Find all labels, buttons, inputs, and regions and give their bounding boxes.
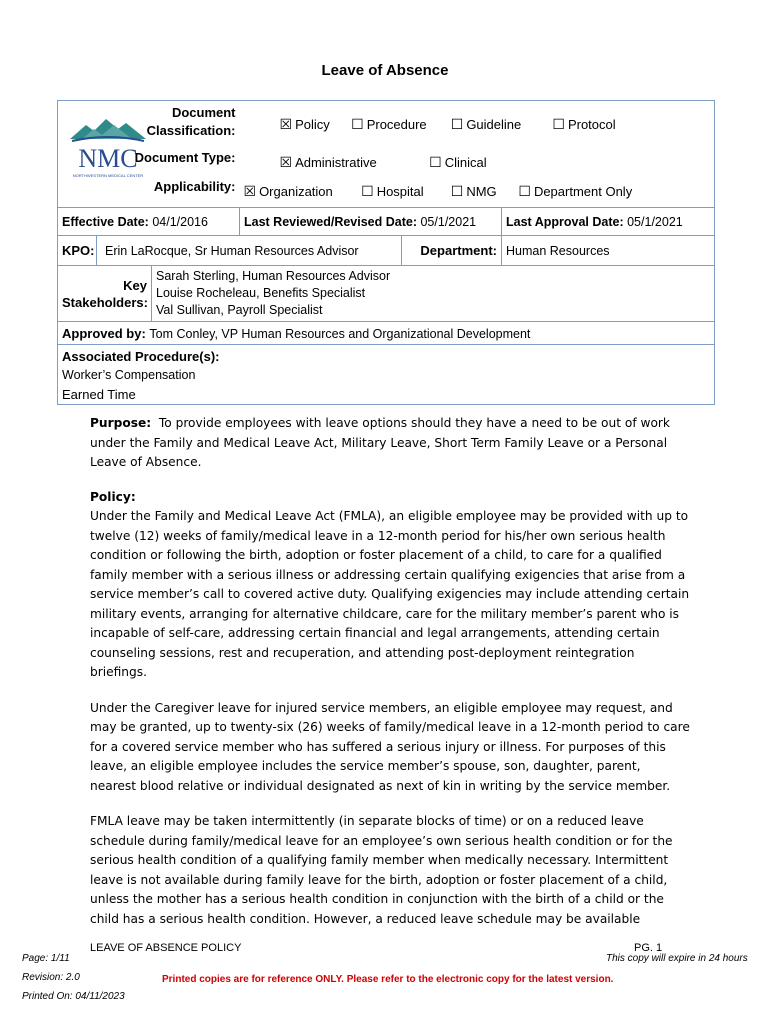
stakeholder-item: Val Sullivan, Payroll Specialist <box>156 303 323 317</box>
procedure-item: Worker’s Compensation <box>62 368 196 382</box>
checkbox-icon: ☐ <box>361 183 374 200</box>
footer-warning: Printed copies are for reference ONLY. Please refer to the electronic copy for the latest version. <box>162 974 614 985</box>
purpose-paragraph: Purpose: To provide employees with leave options should they have a need to be out of work under the Family and Medical Leave Act, Military Leave, Short Term Family Leave or a Personal Leave of Absence. <box>90 416 670 469</box>
policy-heading: Policy: <box>90 489 136 504</box>
checkbox-icon: ☐ <box>351 115 364 132</box>
procedures-label: Associated Procedure(s): <box>62 349 220 364</box>
kpo-row <box>58 236 402 266</box>
approved-by: Approved by: Tom Conley, VP Human Resources and Organizational Development <box>58 322 715 345</box>
footer-printed-on: Printed On: 04/11/2023 <box>22 991 125 1002</box>
classification-options <box>240 101 715 148</box>
policy-paragraph: FMLA leave may be taken intermittently (in separate blocks of time) or on a reduced leave schedule during family/medical leave for an employee’s own serious health condition or for the serious health condition of a qualifying family member when medically necessary. Intermittent leave is not available during family leave for the birth, adoption or foster placement of a child, unless the mother has a serious health condition in conjunction with the birth of a child or the child has a serious health condition. However, a reduced leave schedule may be available <box>90 814 673 926</box>
policy-paragraph: Under the Family and Medical Leave Act (FMLA), an eligible employee may be provided with up to twelve (12) weeks of family/medical leave in a 12-month period for his/her own serious health condition or following the birth, adoption or foster placement of a child, to care for a qualified family member with a serious illness or addressing certain qualifying exigencies that arise from a service member’s call to covered active duty. Qualifying exigencies may include attending certain military events, arranging for alternative childcare, care for the military member’s parent who is incapable of self-care, addressing certain financial and legal arrangements, attending certain counseling sessions, rest and recuperation, and attending post-deployment reintegration briefings. <box>90 509 690 679</box>
last-approval-date: Last Approval Date: 05/1/2021 <box>502 208 715 236</box>
footer-page: Page: 1/11 <box>22 953 70 964</box>
applicability-label: Applicability: <box>153 179 236 194</box>
effective-date: Effective Date: 04/1/2016 <box>58 208 240 236</box>
applicability-option-department-only[interactable]: ☐ Department Only <box>518 183 633 200</box>
checkbox-icon: ☐ <box>450 183 464 200</box>
footer <box>0 930 770 1024</box>
type-option-administrative[interactable]: ☒ Administrative <box>279 153 377 170</box>
last-reviewed-date: Last Reviewed/Revised Date: 05/1/2021 <box>240 208 502 236</box>
kpo-label: KPO: <box>58 236 97 265</box>
checkbox-icon: ☐ <box>429 153 442 170</box>
department-label: Department: <box>402 236 502 266</box>
applicability-option-organization[interactable]: ☒ Organization <box>243 183 333 200</box>
classification-label: Document Classification: <box>146 105 236 138</box>
associated-procedures <box>58 345 715 405</box>
header-logo-and-labels <box>58 101 240 208</box>
department-value: Human Resources <box>502 236 715 266</box>
footer-expire-note: This copy will expire in 24 hours <box>606 953 748 964</box>
footer-revision: Revision: 2.0 <box>22 972 80 983</box>
classification-option-protocol[interactable]: ☐ Protocol <box>552 115 616 132</box>
type-option-clinical[interactable]: ☐ Clinical <box>429 153 487 170</box>
footer-page-number: PG. 1 <box>634 942 663 954</box>
stakeholders-list <box>152 266 715 322</box>
logo-text: NMC <box>78 144 138 173</box>
classification-option-procedure[interactable]: ☐ Procedure <box>351 115 427 132</box>
checkbox-icon: ☐ <box>552 115 565 132</box>
kpo-value: Erin LaRocque, Sr Human Resources Advisor <box>105 243 359 258</box>
footer-policy-name: LEAVE OF ABSENCE POLICY <box>90 942 242 954</box>
stakeholder-item: Louise Rocheleau, Benefits Specialist <box>156 286 366 300</box>
classification-option-policy[interactable]: ☒ Policy <box>279 115 330 132</box>
applicability-option-nmg[interactable]: ☐ NMG <box>450 183 497 200</box>
policy-body <box>90 414 690 945</box>
checkbox-checked-icon: ☒ <box>243 183 257 200</box>
stakeholder-item: Sarah Sterling, Human Resources Advisor <box>156 269 391 283</box>
applicability-option-hospital[interactable]: ☐ Hospital <box>361 183 424 200</box>
applicability-options <box>240 177 715 208</box>
checkbox-checked-icon: ☒ <box>279 153 293 170</box>
policy-paragraph: Under the Caregiver leave for injured service members, an eligible employee may request, and may be granted, up to twenty-six (26) weeks of family/medical leave in a 12-month period to care for a covered service member who has suffered a serious injury or illness. For purposes of this leave, an eligible employee includes the service member’s spouse, son, daughter, parent, nearest blood relative or individual designated as next of kin in writing by the service member. <box>90 700 690 793</box>
document-title: Leave of Absence <box>321 62 449 79</box>
type-label: Document Type: <box>134 150 236 165</box>
classification-option-guideline[interactable]: ☐ Guideline <box>450 115 522 132</box>
document-header-table <box>57 100 715 405</box>
logo-subtext: NORTHWESTERN MEDICAL CENTER <box>72 173 144 178</box>
stakeholders-label: Key Stakeholders: <box>58 266 152 322</box>
checkbox-checked-icon: ☒ <box>279 115 293 132</box>
procedure-item: Earned Time <box>62 387 136 402</box>
type-options <box>240 148 715 177</box>
checkbox-icon: ☐ <box>518 183 531 200</box>
checkbox-icon: ☐ <box>450 115 464 132</box>
